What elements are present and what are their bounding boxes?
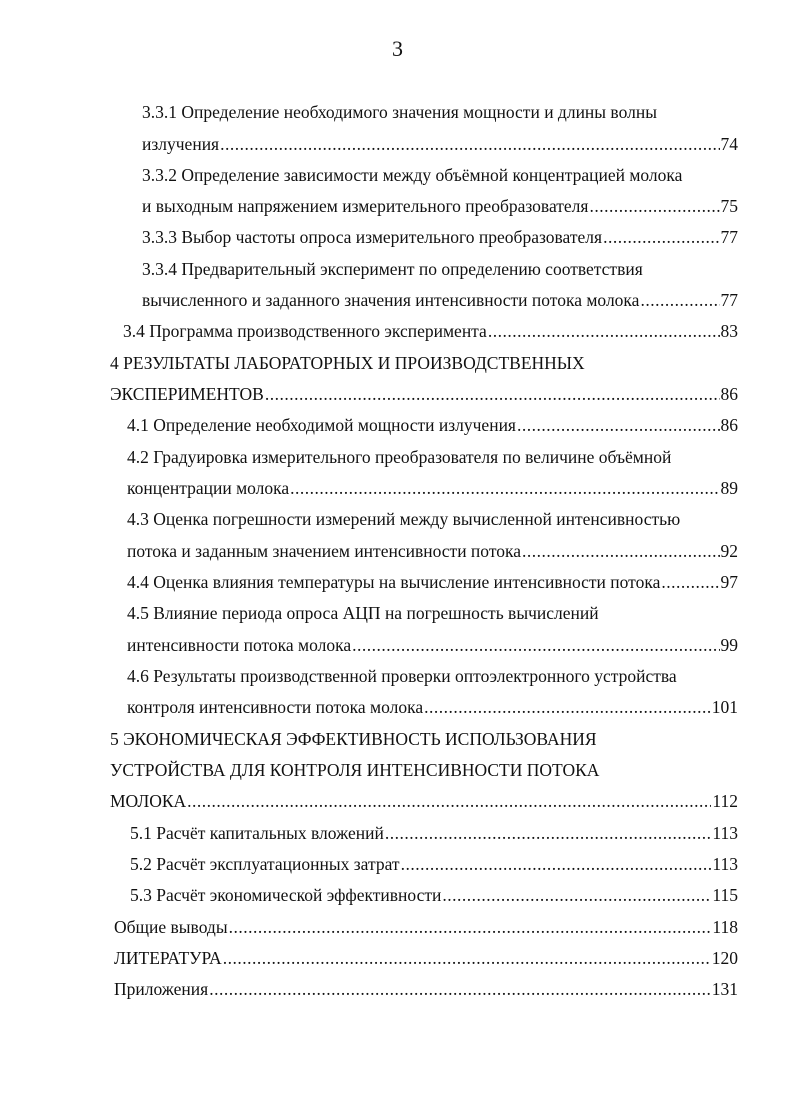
toc-page-number: 99: [720, 635, 738, 655]
toc-page-number: 86: [720, 415, 738, 435]
toc-entry-title: ЛИТЕРАТУРА: [114, 948, 222, 968]
dot-leader: [517, 414, 720, 436]
dot-leader: [640, 289, 719, 311]
dot-leader: [385, 822, 712, 844]
dot-leader: [661, 571, 719, 593]
toc-entry[interactable]: [127, 571, 738, 593]
toc-page-number: 113: [712, 854, 738, 874]
toc-entry[interactable]: [142, 195, 738, 217]
dot-leader: [229, 916, 712, 938]
toc-entry-title: ЭКСПЕРИМЕНТОВ: [110, 384, 264, 404]
toc-entry-line: 4 РЕЗУЛЬТАТЫ ЛАБОРАТОРНЫХ И ПРОИЗВОДСТВЕННЫХ: [110, 353, 585, 373]
toc-entry-line: 4.5 Влияние периода опроса АЦП на погрешность вычислений: [127, 603, 599, 623]
toc-entry-line: 5 ЭКОНОМИЧЕСКАЯ ЭФФЕКТИВНОСТЬ ИСПОЛЬЗОВАНИЯ: [110, 729, 597, 749]
toc-entry[interactable]: [142, 289, 738, 311]
toc-entry-line: 3.3.4 Предварительный эксперимент по определению соответствия: [142, 259, 643, 279]
toc-entry-title: потока и заданным значением интенсивности потока: [127, 541, 521, 561]
toc-entry-line: 3.3.1 Определение необходимого значения мощности и длины волны: [142, 102, 657, 122]
dot-leader: [603, 226, 719, 248]
toc-page-number: 92: [720, 541, 738, 561]
page-number: 3: [392, 36, 403, 61]
toc-page-number: 118: [712, 917, 738, 937]
toc-entry-title: МОЛОКА: [110, 791, 187, 811]
toc-entry-title: контроля интенсивности потока молока: [127, 697, 424, 717]
dot-leader: [223, 947, 711, 969]
toc-entry[interactable]: [127, 414, 738, 436]
toc-entry[interactable]: [114, 947, 738, 969]
toc-page-number: 75: [720, 196, 738, 216]
dot-leader: [187, 790, 711, 812]
toc-entry-title: 5.3 Расчёт экономической эффективности: [130, 885, 442, 905]
toc-entry-line: УСТРОЙСТВА ДЛЯ КОНТРОЛЯ ИНТЕНСИВНОСТИ ПОТОКА: [110, 760, 600, 780]
dot-leader: [522, 540, 720, 562]
toc-entry-title: Приложения: [114, 979, 209, 999]
toc-entry-title: 3.3.3 Выбор частоты опроса измерительного преобразователя: [142, 227, 603, 247]
toc-page-number: 89: [720, 478, 738, 498]
toc-page-number: 115: [712, 885, 738, 905]
toc-entry-title: 3.4 Программа производственного эксперимента: [123, 321, 487, 341]
toc-page-number: 113: [712, 823, 738, 843]
toc-entry-title: излучения: [142, 134, 220, 154]
toc-entry[interactable]: [127, 540, 738, 562]
toc-entry-line: 4.3 Оценка погрешности измерений между вычисленной интенсивностью: [127, 509, 681, 529]
toc-page-number: 74: [720, 134, 738, 154]
toc-entry-line: 4.2 Градуировка измерительного преобразователя по величине объёмной: [127, 447, 672, 467]
dot-leader: [488, 320, 720, 342]
toc-entry[interactable]: [130, 853, 738, 875]
toc-page-number: 101: [711, 697, 738, 717]
toc-entry-title: 5.2 Расчёт эксплуатационных затрат: [130, 854, 400, 874]
toc-page-number: 120: [711, 948, 738, 968]
dot-leader: [209, 978, 711, 1000]
toc-entry-title: интенсивности потока молока: [127, 635, 352, 655]
toc-page-number: 86: [720, 384, 738, 404]
toc-entry[interactable]: [142, 133, 738, 155]
toc-page-number: 77: [720, 227, 738, 247]
toc-entry-title: Общие выводы: [114, 917, 228, 937]
dot-leader: [352, 634, 719, 656]
toc-entry[interactable]: [127, 477, 738, 499]
toc-entry[interactable]: [110, 383, 738, 405]
dot-leader: [265, 383, 720, 405]
toc-entry[interactable]: [130, 822, 738, 844]
toc-entry[interactable]: [110, 790, 738, 812]
dot-leader: [424, 696, 711, 718]
toc-entry[interactable]: [142, 226, 738, 248]
toc-entry[interactable]: [127, 634, 738, 656]
toc-entry-title: 5.1 Расчёт капитальных вложений: [130, 823, 384, 843]
dot-leader: [220, 133, 719, 155]
toc-entry-title: 4.1 Определение необходимой мощности излучения: [127, 415, 516, 435]
dot-leader: [401, 853, 712, 875]
dot-leader: [589, 195, 719, 217]
toc-entry-title: концентрации молока: [127, 478, 290, 498]
toc-entry[interactable]: [123, 320, 738, 342]
dot-leader: [442, 884, 711, 906]
toc-entry-title: вычисленного и заданного значения интенсивности потока молока: [142, 290, 640, 310]
toc-entry[interactable]: [130, 884, 738, 906]
toc-entry-line: 3.3.2 Определение зависимости между объёмной концентрацией молока: [142, 165, 683, 185]
toc-page-number: 97: [720, 572, 738, 592]
toc-entry[interactable]: [127, 696, 738, 718]
toc-page-number: 131: [711, 979, 738, 999]
toc-entry-title: 4.4 Оценка влияния температуры на вычисление интенсивности потока: [127, 572, 661, 592]
toc-page-number: 77: [720, 290, 738, 310]
toc-entry[interactable]: [114, 916, 738, 938]
toc-page-number: 83: [720, 321, 738, 341]
toc-entry-line: 4.6 Результаты производственной проверки оптоэлектронного устройства: [127, 666, 677, 686]
toc-page-number: 112: [712, 791, 738, 811]
toc-entry[interactable]: [114, 978, 738, 1000]
dot-leader: [290, 477, 719, 499]
toc-entry-title: и выходным напряжением измерительного преобразователя: [142, 196, 589, 216]
